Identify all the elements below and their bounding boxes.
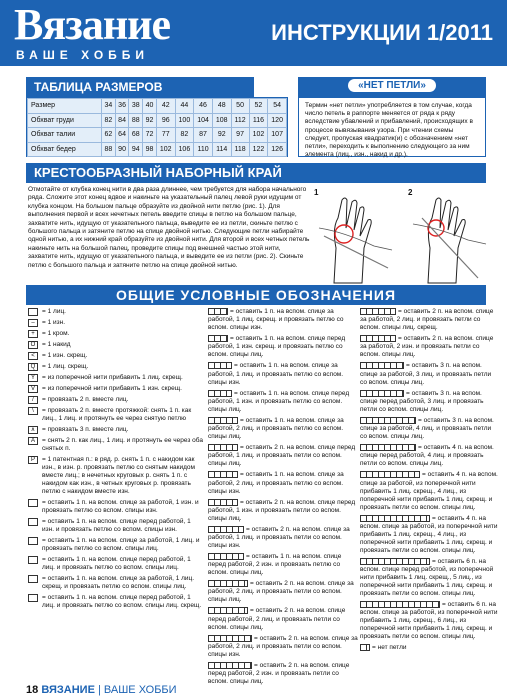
legend-item [208,499,358,523]
legend-text: = 1 кром. [42,330,70,337]
legend-item [28,456,203,496]
legend-text: = 1 изн. скрещ. [42,352,88,359]
legend-symbol-icon [28,556,38,564]
legend-text: = нет петли [372,644,407,652]
size-cell: 48 [212,99,231,114]
size-cell: 62 [102,128,116,143]
size-cell: 72 [143,128,157,143]
cable-chart-symbol-icon [208,390,232,397]
legend-item [208,308,358,332]
cable-chart-symbol-icon [208,444,238,451]
legend-text: = оставить 6 п. на вспом. спице перед работой, из поперечной нити прибавить 1 лиц. скрещ., 5 лиц., из поперечной нити прибавить 1 лиц. скрещ. и провязать петли со вспом. спицы лиц. [360,557,494,597]
legend-symbol-icon: ∧ [28,426,38,434]
legend-item [208,526,358,550]
size-cell: 126 [268,142,287,157]
size-cell: 108 [212,113,231,128]
legend-text: = оставить 2 п. на вспом. спице перед работой, 1 изн. и провязать петли со вспом. спицы лиц. [208,498,356,522]
size-cell: 42 [156,99,175,114]
legend-item [28,319,203,327]
size-cell: 88 [129,113,143,128]
legend-item [28,594,203,610]
figure-2-number: 2 [408,188,413,197]
page-header [0,0,507,66]
size-cell: 34 [102,99,116,114]
size-cell: 36 [115,99,129,114]
legend-item [208,335,358,359]
cable-chart-symbol-icon [208,335,228,342]
legend-heading: ОБЩИЕ УСЛОВНЫЕ ОБОЗНАЧЕНИЯ [26,285,486,305]
magazine-logo [14,0,184,63]
size-cell: 98 [143,142,157,157]
figure-1-number: 1 [314,188,319,197]
legend-symbol-icon: < [28,352,38,360]
size-table-row [28,99,287,114]
legend-column-2 [208,308,358,689]
legend-symbol-icon [28,575,38,583]
legend-item [208,607,358,631]
legend-text: = оставить 2 п. на вспом. спице за работой, 2 лиц. и провязать петли со вспом. спицы лиц. [208,580,354,604]
no-loop-text: Термин «нет петли» употребляется в том случае, когда число петель в раппорте меняется от ряда к ряду вследствие убавлений и прибавлений, происходящих в процессе вывязывания узора. При чтении схемы следует, пропуская квадратик(и) с обозначением «нет петли», переходить к выполнению следующего за ним элемента (лиц., изн., накид и др.). [305,102,473,159]
size-cell: 107 [268,128,287,143]
legend-text: = провязать 2 п. вместе протяжкой: снять 1 п. как лиц., 1 лиц. и протянуть ее через снятую петлю [42,407,192,422]
legend-symbol-icon: + [28,330,38,338]
size-cell: 96 [156,113,175,128]
cable-chart-symbol-icon [360,558,430,565]
legend-item [360,515,498,555]
size-cell: 92 [212,128,231,143]
hand-illustration-1 [314,188,394,286]
legend-text: = провязать 3 п. вместе лиц. [42,426,129,433]
legend-item [28,537,203,553]
legend-symbol-icon [28,537,38,545]
legend-text: = оставить 6 п. на вспом. спице за работой, из поперечной нити прибавить 1 лиц. скрещ., 6 лиц., из поперечной нити прибавить 1 лиц. скрещ. и провязать петли со вспом. спицы лиц. [360,601,498,641]
legend-item [208,471,358,495]
legend-item [28,437,203,453]
legend-item [28,308,203,316]
size-table-row [28,142,287,157]
legend-item [208,362,358,386]
size-table-heading: ТАБЛИЦА РАЗМЕРОВ [26,77,254,97]
legend-symbol-icon: Q [28,363,38,371]
legend-item [28,341,203,349]
size-cell: 112 [231,113,249,128]
cable-chart-symbol-icon [360,444,416,451]
size-cell: 106 [175,142,194,157]
size-cell: 114 [212,142,231,157]
legend-text: = 1 патентная п.: в ряд. р. снять 1 п. с накидом как изн., в изн. р. провязать петлю со снятым накидом вместе лиц.; в нечетных круговых р. снять 1 п. с накидом как изн., в четных круговых р. провязать петлю с накидом вместе изн. [42,456,195,495]
legend-item [208,390,358,414]
size-row-label: Обхват груди [28,113,102,128]
page-footer [26,684,177,696]
size-cell: 77 [156,128,175,143]
size-cell: 64 [115,128,129,143]
cable-chart-symbol-icon [208,362,232,369]
cable-chart-symbol-icon [208,662,252,669]
cable-chart-symbol-icon [360,644,370,651]
legend-text: = оставить 1 п. на вспом. спице перед работой, 2 изн. и провязать петлю со вспом. спицы лиц. [208,553,342,577]
size-row-label: Обхват бедер [28,142,102,157]
legend-text: = оставить 2 п. на вспом. спице за работой, 2 лиц. и провязать петли со вспом. спицы лиц. скрещ. [360,308,494,332]
legend-item [28,363,203,371]
cable-chart-symbol-icon [208,499,238,506]
size-cell: 97 [231,128,249,143]
size-cell: 92 [143,113,157,128]
legend-item [28,518,203,534]
size-cell: 102 [249,128,268,143]
size-table-row [28,113,287,128]
legend-symbol-icon: – [28,319,38,327]
legend-text: = оставить 2 п. на вспом. спице за работой, 2 лиц. и провязать петли со вспом. спицы изн. [208,634,358,658]
legend-text: = оставить 1 п. на вспом. спице за работой, 1 лиц. скрещ. и провязать петлю со вспом. спицы изн. [208,308,344,332]
figure-1 [314,188,394,286]
cable-chart-symbol-icon [360,515,430,522]
size-cell: 84 [115,113,129,128]
footer-separator: | [97,684,101,696]
legend-text: = оставить 4 п. на вспом. спице перед работой, 4 лиц. и провязать петли со вспом. спицы лиц. [360,444,494,468]
legend-text: = оставить 2 п. на вспом. спице перед работой, 1 лиц. и провязать петли со вспом. спицы лиц. [208,444,356,468]
footer-brand: ВЯЗАНИЕ [41,684,95,696]
cable-chart-symbol-icon [360,417,416,424]
legend-symbol-icon: P [28,456,38,464]
legend-text: = 1 изн. [42,319,66,326]
legend-symbol-icon [28,518,38,526]
cable-chart-symbol-icon [360,335,396,342]
legend-text: = оставить 4 п. на вспом. спице за работой, из поперечной нити прибавить 1 лиц. скрещ., 4 лиц., из поперечной нити прибавить 1 лиц. скрещ. и провязать петли со вспом. спицы лиц. [360,471,498,511]
legend-item [360,308,498,332]
legend-symbol-icon: O [28,341,38,349]
legend-column-1 [28,308,203,613]
size-cell: 122 [249,142,268,157]
size-cell: 88 [102,142,116,157]
hand-illustration-2 [408,188,488,286]
size-cell: 120 [268,113,287,128]
size-cell: 90 [115,142,129,157]
legend-symbol-icon [28,308,38,316]
size-cell: 116 [249,113,268,128]
legend-item [360,444,498,468]
legend-text: = оставить 1 п. на вспом. спице за работой, 2 лиц. и провязать петлю со вспом. спицы лиц. [208,417,344,441]
cross-cast-on-text: Отмотайте от клубка конец нити в два раза длиннее, чем требуется для набора начального ряда. Сложите этот конец вдвое и накиньте на указательный палец левой руки идущим от клубка концом. На большом пальце образуйте из двойной нити петлю (рис. 1). Для выполнения первой и всех нечетных петель введите спицы в петлю на большом пальце, захватите нить, идущую от указательного пальца, выведите ее из петли, скиньте петлю с большого пальца и затяните петлю на спице двойной нитью. Следующие петли набирайте одной нитью, а их нижний край образуйте из двойной нити. Для второй и всех четных петель накиньте нить на большой палец, проведите спицы под внешней частью этой нити, захватите нить, идущую от указательного пальца, и выведите ее из петли (рис. 2). Скиньте петлю с большого пальца и затяните петлю на спице двойной нитью. [28,186,310,269]
legend-symbol-icon: A [28,437,38,445]
no-loop-heading [298,77,486,97]
legend-text: = оставить 1 п. на вспом. спице за работой, 1 лиц. и провязать петлю со вспом. спицы изн. [208,362,344,386]
legend-item [28,426,203,434]
cable-chart-symbol-icon [360,471,420,478]
cable-chart-symbol-icon [208,580,248,587]
size-table-row [28,128,287,143]
size-cell: 104 [194,113,213,128]
cross-cast-on-heading: КРЕСТООБРАЗНЫЙ НАБОРНЫЙ КРАЙ [26,163,486,183]
legend-item [208,662,358,686]
size-row-label: Обхват талии [28,128,102,143]
cable-chart-symbol-icon [208,471,238,478]
legend-symbol-icon: \ [28,407,38,415]
size-cell: 94 [129,142,143,157]
footer-subtitle: ВАШЕ ХОББИ [103,684,177,696]
legend-item [360,335,498,359]
cable-chart-symbol-icon [208,526,244,533]
issue-title: ИНСТРУКЦИИ 1/2011 [271,20,493,45]
legend-symbol-icon [28,499,38,507]
legend-item [28,499,203,515]
size-cell: 100 [175,113,194,128]
size-cell: 87 [194,128,213,143]
legend-item [28,385,203,393]
legend-text: = оставить 1 п. на вспом. спице перед работой, 1 лиц. и провязать петлю со вспом. спицы лиц. скрещ. [42,594,202,609]
page-number: 18 [26,684,39,696]
legend-text: = оставить 1 п. на вспом. спице за работой, 1 лиц. и провязать петлю со вспом. спицы лиц. [42,537,200,552]
legend-column-3 [360,308,498,655]
legend-symbol-icon: / [28,396,38,404]
legend-text: = оставить 2 п. на вспом. спице перед работой, 2 лиц. и провязать петли со вспом. спицы лиц. [208,607,346,631]
size-cell: 46 [194,99,213,114]
legend-item [28,575,203,591]
cable-chart-symbol-icon [208,607,248,614]
cable-chart-symbol-icon [208,553,244,560]
legend-text: = из поперечной нити прибавить 1 лиц. скрещ. [42,374,183,381]
cable-chart-symbol-icon [208,635,252,642]
legend-item [208,580,358,604]
logo-subtitle: ВАШЕ ХОББИ [16,48,150,62]
legend-text: = 1 лиц. [42,308,66,315]
size-cell: 50 [231,99,249,114]
legend-item [208,444,358,468]
legend-text: = оставить 1 п. на вспом. спице за работой, 1 лиц. скрещ. и провязать петлю со вспом. спицы лиц. [42,575,195,590]
legend-item [28,352,203,360]
legend-item [28,374,203,382]
legend-text: = оставить 2 п. на вспом. спице за работой, 1 лиц. и провязать петли со вспом. спицы изн. [208,525,350,549]
no-loop-title: «НЕТ ПЕТЛИ» [348,79,436,92]
legend-text: = оставить 1 п. на вспом. спице перед работой, 1 изн. и провязать петлю со вспом. спицы изн. [42,518,191,533]
legend-item [360,558,498,598]
size-table [27,98,287,157]
legend-text: = 1 накид [42,341,71,348]
legend-text: = оставить 1 п. на вспом. спице перед работой, 1 изн. и провязать петлю со вспом. спицы лиц. [208,389,350,413]
legend-item [208,417,358,441]
legend-symbol-icon: V [28,385,38,393]
size-cell: 38 [129,99,143,114]
size-cell: 44 [175,99,194,114]
cable-chart-symbol-icon [360,308,396,315]
size-cell: 118 [231,142,249,157]
legend-item [208,635,358,659]
legend-text: = оставить 1 п. на вспом. спице перед работой, 1 лиц. и провязать петлю со вспом. спицы лиц. [42,556,191,571]
legend-text: = снять 2 п. как лиц., 1 лиц. и протянуть ее через оба снятых п. [42,437,203,452]
cable-chart-symbol-icon [360,390,404,397]
cable-chart-symbol-icon [360,362,404,369]
legend-item [28,556,203,572]
legend-text: = оставить 1 п. на вспом. спице за работой, 1 изн. и провязать петлю со вспом. спицы изн. [42,499,199,514]
legend-item [28,330,203,338]
legend-item [208,553,358,577]
size-cell: 40 [143,99,157,114]
legend-text: = оставить 4 п. на вспом. спице за работой, из поперечной нити прибавить 1 лиц. скрещ., 4 лиц., из поперечной нити прибавить 1 лиц. скрещ. и провязать петли со вспом. спицы лиц. [360,514,498,554]
legend-text: = провязать 2 п. вместе лиц. [42,396,129,403]
size-cell: 52 [249,99,268,114]
legend-item [28,407,203,423]
cable-chart-symbol-icon [208,308,228,315]
legend-item [360,417,498,441]
no-loop-box [298,97,486,157]
size-table-box [26,97,288,157]
size-cell: 68 [129,128,143,143]
legend-text: = оставить 1 п. на вспом. спице за работой, 2 лиц. и провязать петлю со вспом. спицы изн. [208,471,344,495]
legend-text: = из поперечной нити прибавить 1 изн. скрещ. [42,385,182,392]
legend-text: = оставить 2 п. на вспом. спице за работой, 2 изн. и провязать петли со вспом. спицы лиц. [360,335,494,359]
size-cell: 82 [102,113,116,128]
size-cell: 102 [156,142,175,157]
legend-symbol-icon [28,594,38,602]
size-cell: 110 [194,142,213,157]
size-cell: 54 [268,99,287,114]
legend-item [28,396,203,404]
legend-text: = оставить 3 п. на вспом. спице перед работой, 3 лиц. и провязать петли со вспом. спицы лиц. [360,389,484,413]
legend-item [360,644,498,652]
cable-chart-symbol-icon [360,601,440,608]
legend-item [360,601,498,641]
legend-text: = 1 лиц. скрещ. [42,363,89,370]
legend-symbol-icon: Y [28,374,38,382]
legend-text: = оставить 2 п. на вспом. спице перед работой, 2 изн. и провязать петли со вспом. спицы лиц. [208,662,350,686]
legend-text: = оставить 3 п. на вспом. спице за работой, 4 лиц. и провязать петли со вспом. спицы лиц. [360,417,494,441]
figure-2 [408,188,488,286]
legend-item [360,471,498,511]
legend-text: = оставить 3 п. на вспом. спице за работой, 3 лиц. и провязать петли со вспом. спицы лиц. [360,362,492,386]
legend-text: = оставить 1 п. на вспом. спице перед работой, 1 изн. скрещ. и провязать петлю со вспом. спицы лиц. [208,335,346,359]
size-row-label: Размер [28,99,102,114]
legend-item [360,362,498,386]
logo-title: Вязание [14,0,171,49]
cable-chart-symbol-icon [208,417,238,424]
size-cell: 82 [175,128,194,143]
legend-item [360,390,498,414]
